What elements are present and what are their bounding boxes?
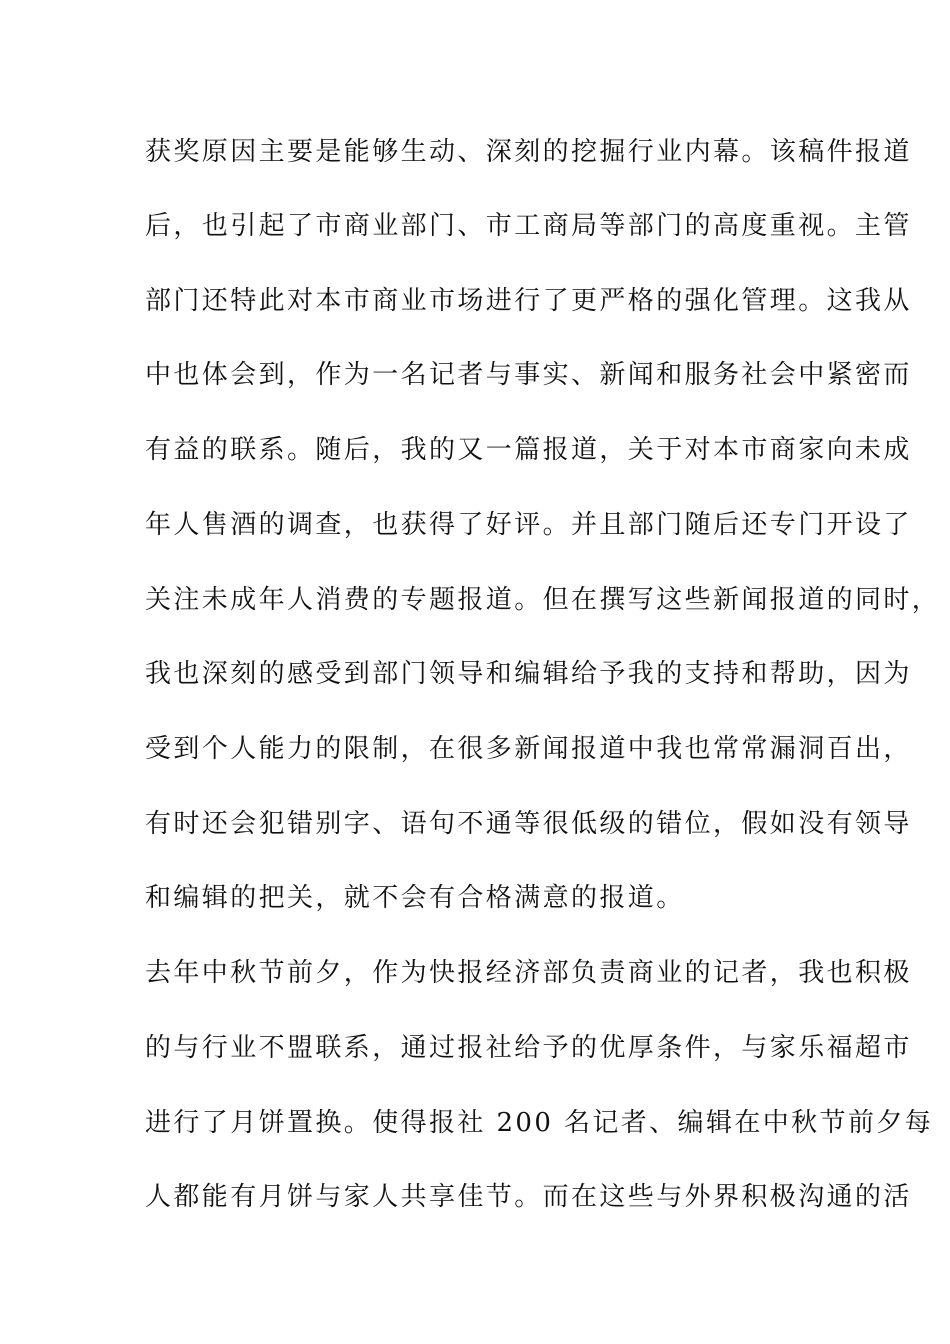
- text-line-10: 有时还会犯错别字、语句不通等很低级的错位，假如没有领导: [145, 809, 912, 839]
- text-line-2: 后，也引起了市商业部门、市工商局等部门的高度重视。主管: [145, 211, 912, 241]
- text-line-12: 去年中秋节前夕，作为快报经济部负责商业的记者，我也积极: [145, 958, 912, 988]
- text-line-1: 获奖原因主要是能够生动、深刻的挖掘行业内幕。该稿件报道: [145, 137, 912, 167]
- text-line-15: 人都能有月饼与家人共享佳节。而在这些与外界积极沟通的活: [145, 1182, 912, 1212]
- text-line-4: 中也体会到，作为一名记者与事实、新闻和服务社会中紧密而: [145, 360, 912, 390]
- text-line-13: 的与行业不盟联系，通过报社给予的优厚条件，与家乐福超市: [145, 1033, 912, 1063]
- text-line-11: 和编辑的把关，就不会有合格满意的报道。: [145, 883, 685, 913]
- text-line-5: 有益的联系。随后，我的又一篇报道，关于对本市商家向未成: [145, 435, 912, 465]
- text-line-3: 部门还特此对本市商业市场进行了更严格的强化管理。这我从: [145, 286, 912, 316]
- text-line-14: 进行了月饼置换。使得报社 200 名记者、编辑在中秋节前夕每: [145, 1108, 934, 1138]
- text-line-9: 受到个人能力的限制，在很多新闻报道中我也常常漏洞百出，: [145, 734, 912, 764]
- text-line-6: 年人售酒的调查，也获得了好评。并且部门随后还专门开设了: [145, 510, 912, 540]
- text-line-7: 关注未成年人消费的专题报道。但在撰写这些新闻报道的同时，: [145, 585, 941, 615]
- text-line-8: 我也深刻的感受到部门领导和编辑给予我的支持和帮助，因为: [145, 659, 912, 689]
